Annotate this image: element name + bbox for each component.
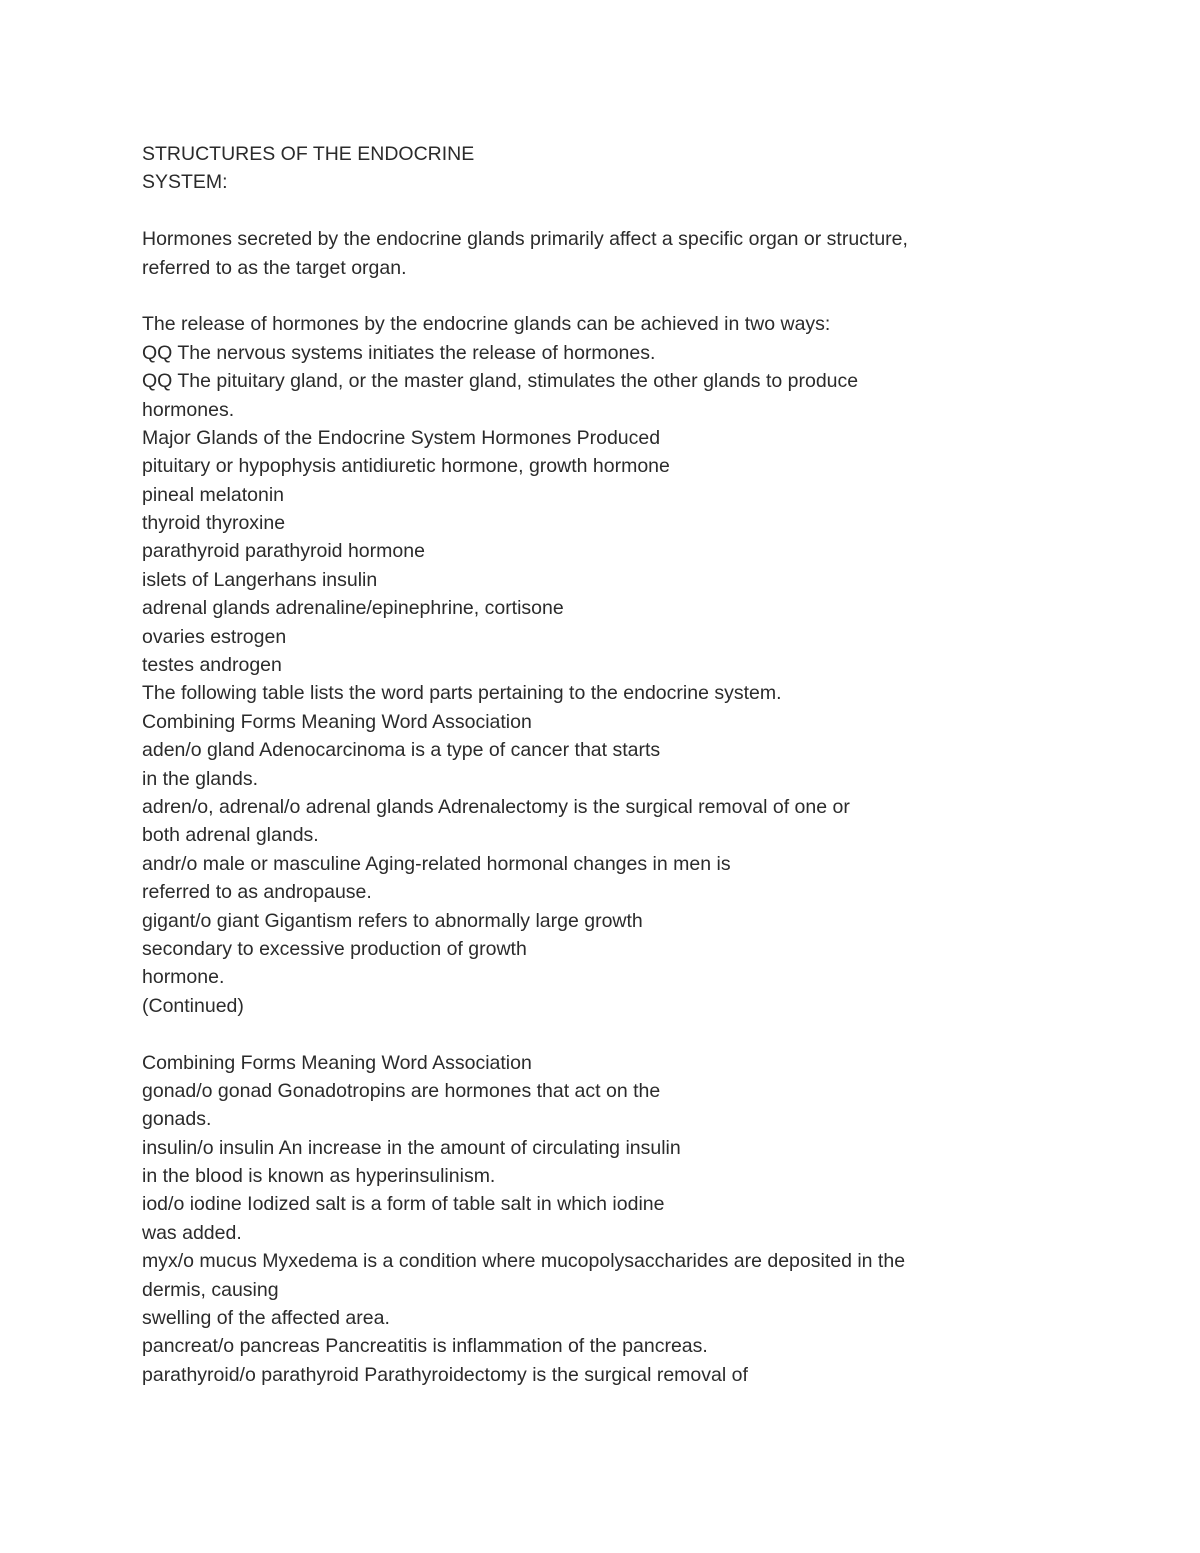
text-line: in the glands. <box>142 767 259 790</box>
text-line: QQ The nervous systems initiates the release of hormones. <box>142 341 656 364</box>
text-line: pancreat/o pancreas Pancreatitis is inflammation of the pancreas. <box>142 1335 708 1358</box>
text-line: pituitary or hypophysis antidiuretic hormone, growth hormone <box>142 455 670 478</box>
text-line: referred to as andropause. <box>142 881 372 904</box>
document-title-line: STRUCTURES OF THE ENDOCRINE <box>142 143 475 165</box>
blank-line <box>142 197 1042 225</box>
text-line: gigant/o giant Gigantism refers to abnormally large growth <box>142 909 643 932</box>
text-line: Combining Forms Meaning Word Association <box>142 1051 532 1074</box>
text-line: andr/o male or masculine Aging-related hormonal changes in men is <box>142 852 731 875</box>
text-line: The release of hormones by the endocrine glands can be achieved in two ways: <box>142 313 831 336</box>
text-line: adren/o, adrenal/o adrenal glands Adrenalectomy is the surgical removal of one or <box>142 795 850 818</box>
text-line: hormone. <box>142 966 225 989</box>
text-line: parathyroid/o parathyroid Parathyroidectomy is the surgical removal of <box>142 1363 748 1386</box>
text-line: ovaries estrogen <box>142 625 287 648</box>
text-line: testes androgen <box>142 654 282 677</box>
blank-line <box>142 1020 1042 1048</box>
text-line: adrenal glands adrenaline/epinephrine, cortisone <box>142 597 564 620</box>
text-line: Major Glands of the Endocrine System Hormones Produced <box>142 426 661 449</box>
text-line: The following table lists the word parts pertaining to the endocrine system. <box>142 682 782 705</box>
text-line: pineal melatonin <box>142 483 285 506</box>
text-line: gonad/o gonad Gonadotropins are hormones that act on the <box>142 1079 661 1102</box>
text-line: secondary to excessive production of growth <box>142 937 527 960</box>
text-line: iod/o iodine Iodized salt is a form of table salt in which iodine <box>142 1193 665 1216</box>
text-line: gonads. <box>142 1108 212 1131</box>
text-line: in the blood is known as hyperinsulinism. <box>142 1165 496 1188</box>
text-line: aden/o gland Adenocarcinoma is a type of cancer that starts <box>142 739 661 762</box>
text-line: thyroid thyroxine <box>142 512 286 535</box>
text-line: swelling of the affected area. <box>142 1307 390 1330</box>
document-body <box>142 140 1042 1389</box>
text-line: dermis, causing <box>142 1278 279 1301</box>
text-line: Hormones secreted by the endocrine glands primarily affect a specific organ or structure, <box>142 228 908 251</box>
text-line: parathyroid parathyroid hormone <box>142 540 425 563</box>
text-line: Combining Forms Meaning Word Association <box>142 710 532 733</box>
text-line: myx/o mucus Myxedema is a condition where mucopolysaccharides are deposited in the <box>142 1250 906 1273</box>
text-line: referred to as the target organ. <box>142 256 407 279</box>
text-line: QQ The pituitary gland, or the master gland, stimulates the other glands to produce <box>142 370 859 393</box>
text-line: both adrenal glands. <box>142 824 319 847</box>
text-line: was added. <box>142 1221 242 1244</box>
blank-line <box>142 282 1042 310</box>
text-line: hormones. <box>142 398 235 421</box>
text-line: insulin/o insulin An increase in the amount of circulating insulin <box>142 1136 681 1159</box>
text-line: (Continued) <box>142 994 244 1017</box>
text-line: islets of Langerhans insulin <box>142 568 378 591</box>
document-title-line: SYSTEM: <box>142 171 228 194</box>
